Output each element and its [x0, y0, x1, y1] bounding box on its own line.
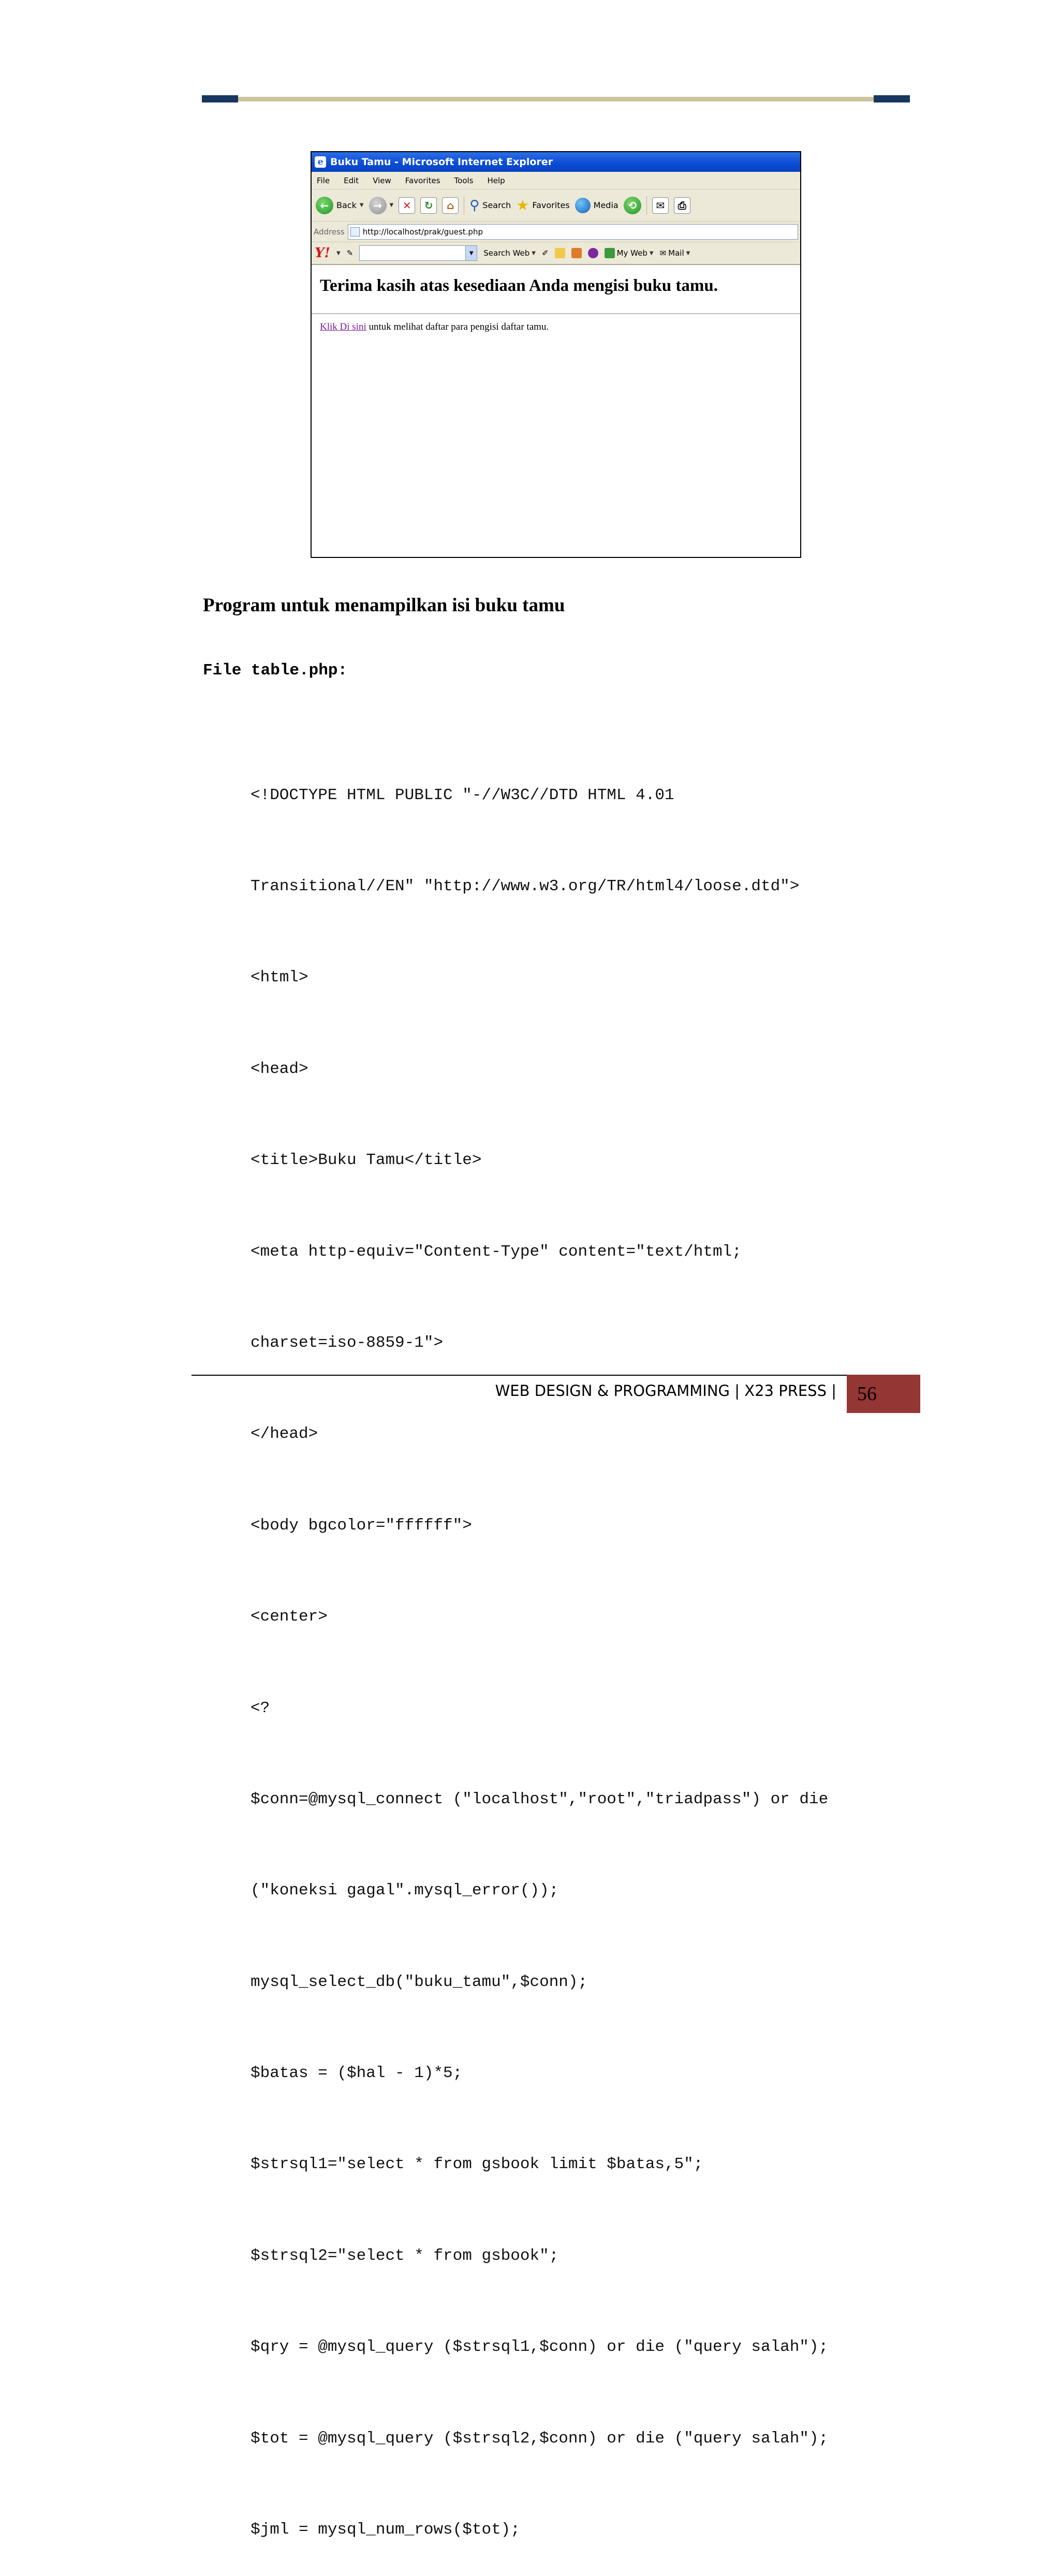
- section-heading: Program untuk menampilkan isi buku tamu: [203, 595, 565, 616]
- menu-edit[interactable]: Edit: [344, 175, 359, 185]
- browser-screenshot: [311, 151, 801, 558]
- forward-arrow-icon: →: [369, 197, 387, 214]
- header-rule-middle: [238, 97, 874, 101]
- page-heading: Terima kasih atas kesediaan Anda mengisi buku tamu.: [320, 276, 718, 295]
- page-icon: [350, 227, 360, 237]
- ie-icon: e: [315, 156, 326, 168]
- menu-file[interactable]: File: [317, 175, 330, 185]
- search-web-label: Search Web: [483, 248, 530, 258]
- code-line: <meta http-equiv="Content-Type" content="text/html;: [251, 1242, 742, 1261]
- code-line: <head>: [251, 1059, 308, 1078]
- my-web-label: My Web: [616, 248, 647, 258]
- menu-tools[interactable]: Tools: [454, 175, 474, 185]
- back-button[interactable]: [316, 197, 364, 214]
- address-input[interactable]: [348, 224, 798, 240]
- favorites-button[interactable]: [516, 197, 569, 214]
- messenger-icon[interactable]: [588, 248, 598, 258]
- address-label: Address: [314, 227, 345, 237]
- search-label: Search: [482, 200, 511, 210]
- search-icon: ⚲: [469, 197, 480, 213]
- footer-rule: [192, 1375, 847, 1376]
- chevron-down-icon: ▼: [359, 202, 364, 208]
- yahoo-toolbar: [312, 242, 800, 265]
- chevron-down-icon: ▼: [389, 202, 394, 208]
- chevron-down-icon: ▼: [686, 250, 690, 256]
- standard-toolbar: [312, 189, 800, 222]
- address-bar: [312, 222, 800, 242]
- code-line: $batas = ($hal - 1)*5;: [251, 2064, 463, 2083]
- file-label: File table.php:: [203, 661, 348, 680]
- window-title: Buku Tamu - Microsoft Internet Explorer: [330, 156, 553, 168]
- menu-help[interactable]: Help: [487, 175, 505, 185]
- link-trailing-text: untuk melihat daftar para pengisi daftar tamu.: [366, 321, 549, 332]
- code-line: $tot = @mysql_query ($strsql2,$conn) or die ("query salah");: [251, 2429, 829, 2448]
- toolbar-separator: [646, 196, 647, 215]
- content-paragraph: [320, 321, 792, 333]
- code-line: <title>Buku Tamu</title>: [251, 1151, 482, 1170]
- code-line: mysql_select_db("buku_tamu",$conn);: [251, 1973, 588, 1991]
- my-web-icon: [605, 248, 615, 258]
- yahoo-search-input[interactable]: [359, 245, 477, 261]
- media-icon: [575, 198, 591, 213]
- code-line: <html>: [251, 968, 308, 987]
- menu-bar: [312, 172, 800, 189]
- envelope-icon: ✉: [659, 248, 667, 258]
- media-button[interactable]: [575, 198, 619, 213]
- popup-blocker-icon[interactable]: [555, 248, 565, 258]
- code-line: $strsql1="select * from gsbook limit $batas,5";: [251, 2155, 703, 2174]
- code-line: charset=iso-8859-1">: [251, 1333, 444, 1352]
- refresh-icon[interactable]: ↻: [420, 197, 437, 214]
- chevron-down-icon: ▼: [532, 250, 536, 256]
- highlight-icon[interactable]: ✐: [541, 248, 549, 258]
- home-icon[interactable]: ⌂: [442, 197, 459, 214]
- footer-text: WEB DESIGN & PROGRAMMING | X23 PRESS |: [495, 1382, 836, 1400]
- window-titlebar: [312, 152, 800, 172]
- chevron-down-icon: ▼: [649, 250, 654, 256]
- forward-button[interactable]: [369, 197, 394, 214]
- code-line: Transitional//EN" "http://www.w3.org/TR/html4/loose.dtd">: [251, 877, 800, 895]
- code-line: </head>: [251, 1425, 318, 1444]
- media-label: Media: [593, 200, 619, 210]
- history-icon[interactable]: ⟲: [624, 197, 641, 214]
- stop-icon[interactable]: ✕: [399, 197, 415, 214]
- mail-label: Mail: [668, 248, 684, 258]
- chevron-down-icon[interactable]: ▼: [465, 246, 477, 260]
- my-web-button[interactable]: [605, 248, 654, 258]
- code-line: <center>: [251, 1608, 328, 1626]
- code-line: ("koneksi gagal".mysql_error());: [251, 1881, 559, 1900]
- print-icon[interactable]: ⎙: [674, 197, 690, 214]
- search-web-button[interactable]: [483, 248, 536, 258]
- code-line: $jml = mysql_num_rows($tot);: [251, 2521, 520, 2539]
- code-line: $strsql2="select * from gsbook";: [251, 2246, 559, 2265]
- menu-view[interactable]: View: [373, 175, 391, 185]
- code-line: <body bgcolor="ffffff">: [251, 1516, 472, 1535]
- page-number: 56: [847, 1375, 920, 1413]
- yahoo-logo[interactable]: Y!: [315, 245, 330, 261]
- code-line: <!DOCTYPE HTML PUBLIC "-//W3C//DTD HTML 4.01: [251, 786, 674, 804]
- header-rule-right: [874, 95, 910, 102]
- antispy-icon[interactable]: [571, 248, 582, 258]
- browser-content: [312, 265, 800, 333]
- favorites-label: Favorites: [532, 200, 570, 210]
- menu-favorites[interactable]: Favorites: [405, 175, 440, 185]
- chevron-down-icon[interactable]: ▼: [336, 250, 341, 256]
- address-url: http://localhost/prak/guest.php: [362, 227, 483, 237]
- guestbook-link[interactable]: Klik Di sini: [320, 321, 366, 332]
- back-label: Back: [336, 200, 357, 210]
- star-icon: ★: [516, 197, 529, 214]
- mail-button[interactable]: [660, 248, 690, 258]
- header-rule: [202, 95, 910, 102]
- code-block: [251, 719, 923, 2576]
- code-line: $conn=@mysql_connect ("localhost","root","triadpass") or die: [251, 1790, 829, 1808]
- code-line: $qry = @mysql_query ($strsql1,$conn) or die ("query salah");: [251, 2338, 829, 2357]
- header-rule-left: [202, 95, 238, 102]
- back-arrow-icon: ←: [316, 197, 333, 214]
- code-line: <?: [251, 1699, 270, 1717]
- mail-icon[interactable]: ✉: [652, 197, 669, 214]
- search-button[interactable]: [469, 198, 511, 213]
- content-divider: [312, 313, 800, 314]
- pencil-icon[interactable]: ✎: [346, 248, 354, 258]
